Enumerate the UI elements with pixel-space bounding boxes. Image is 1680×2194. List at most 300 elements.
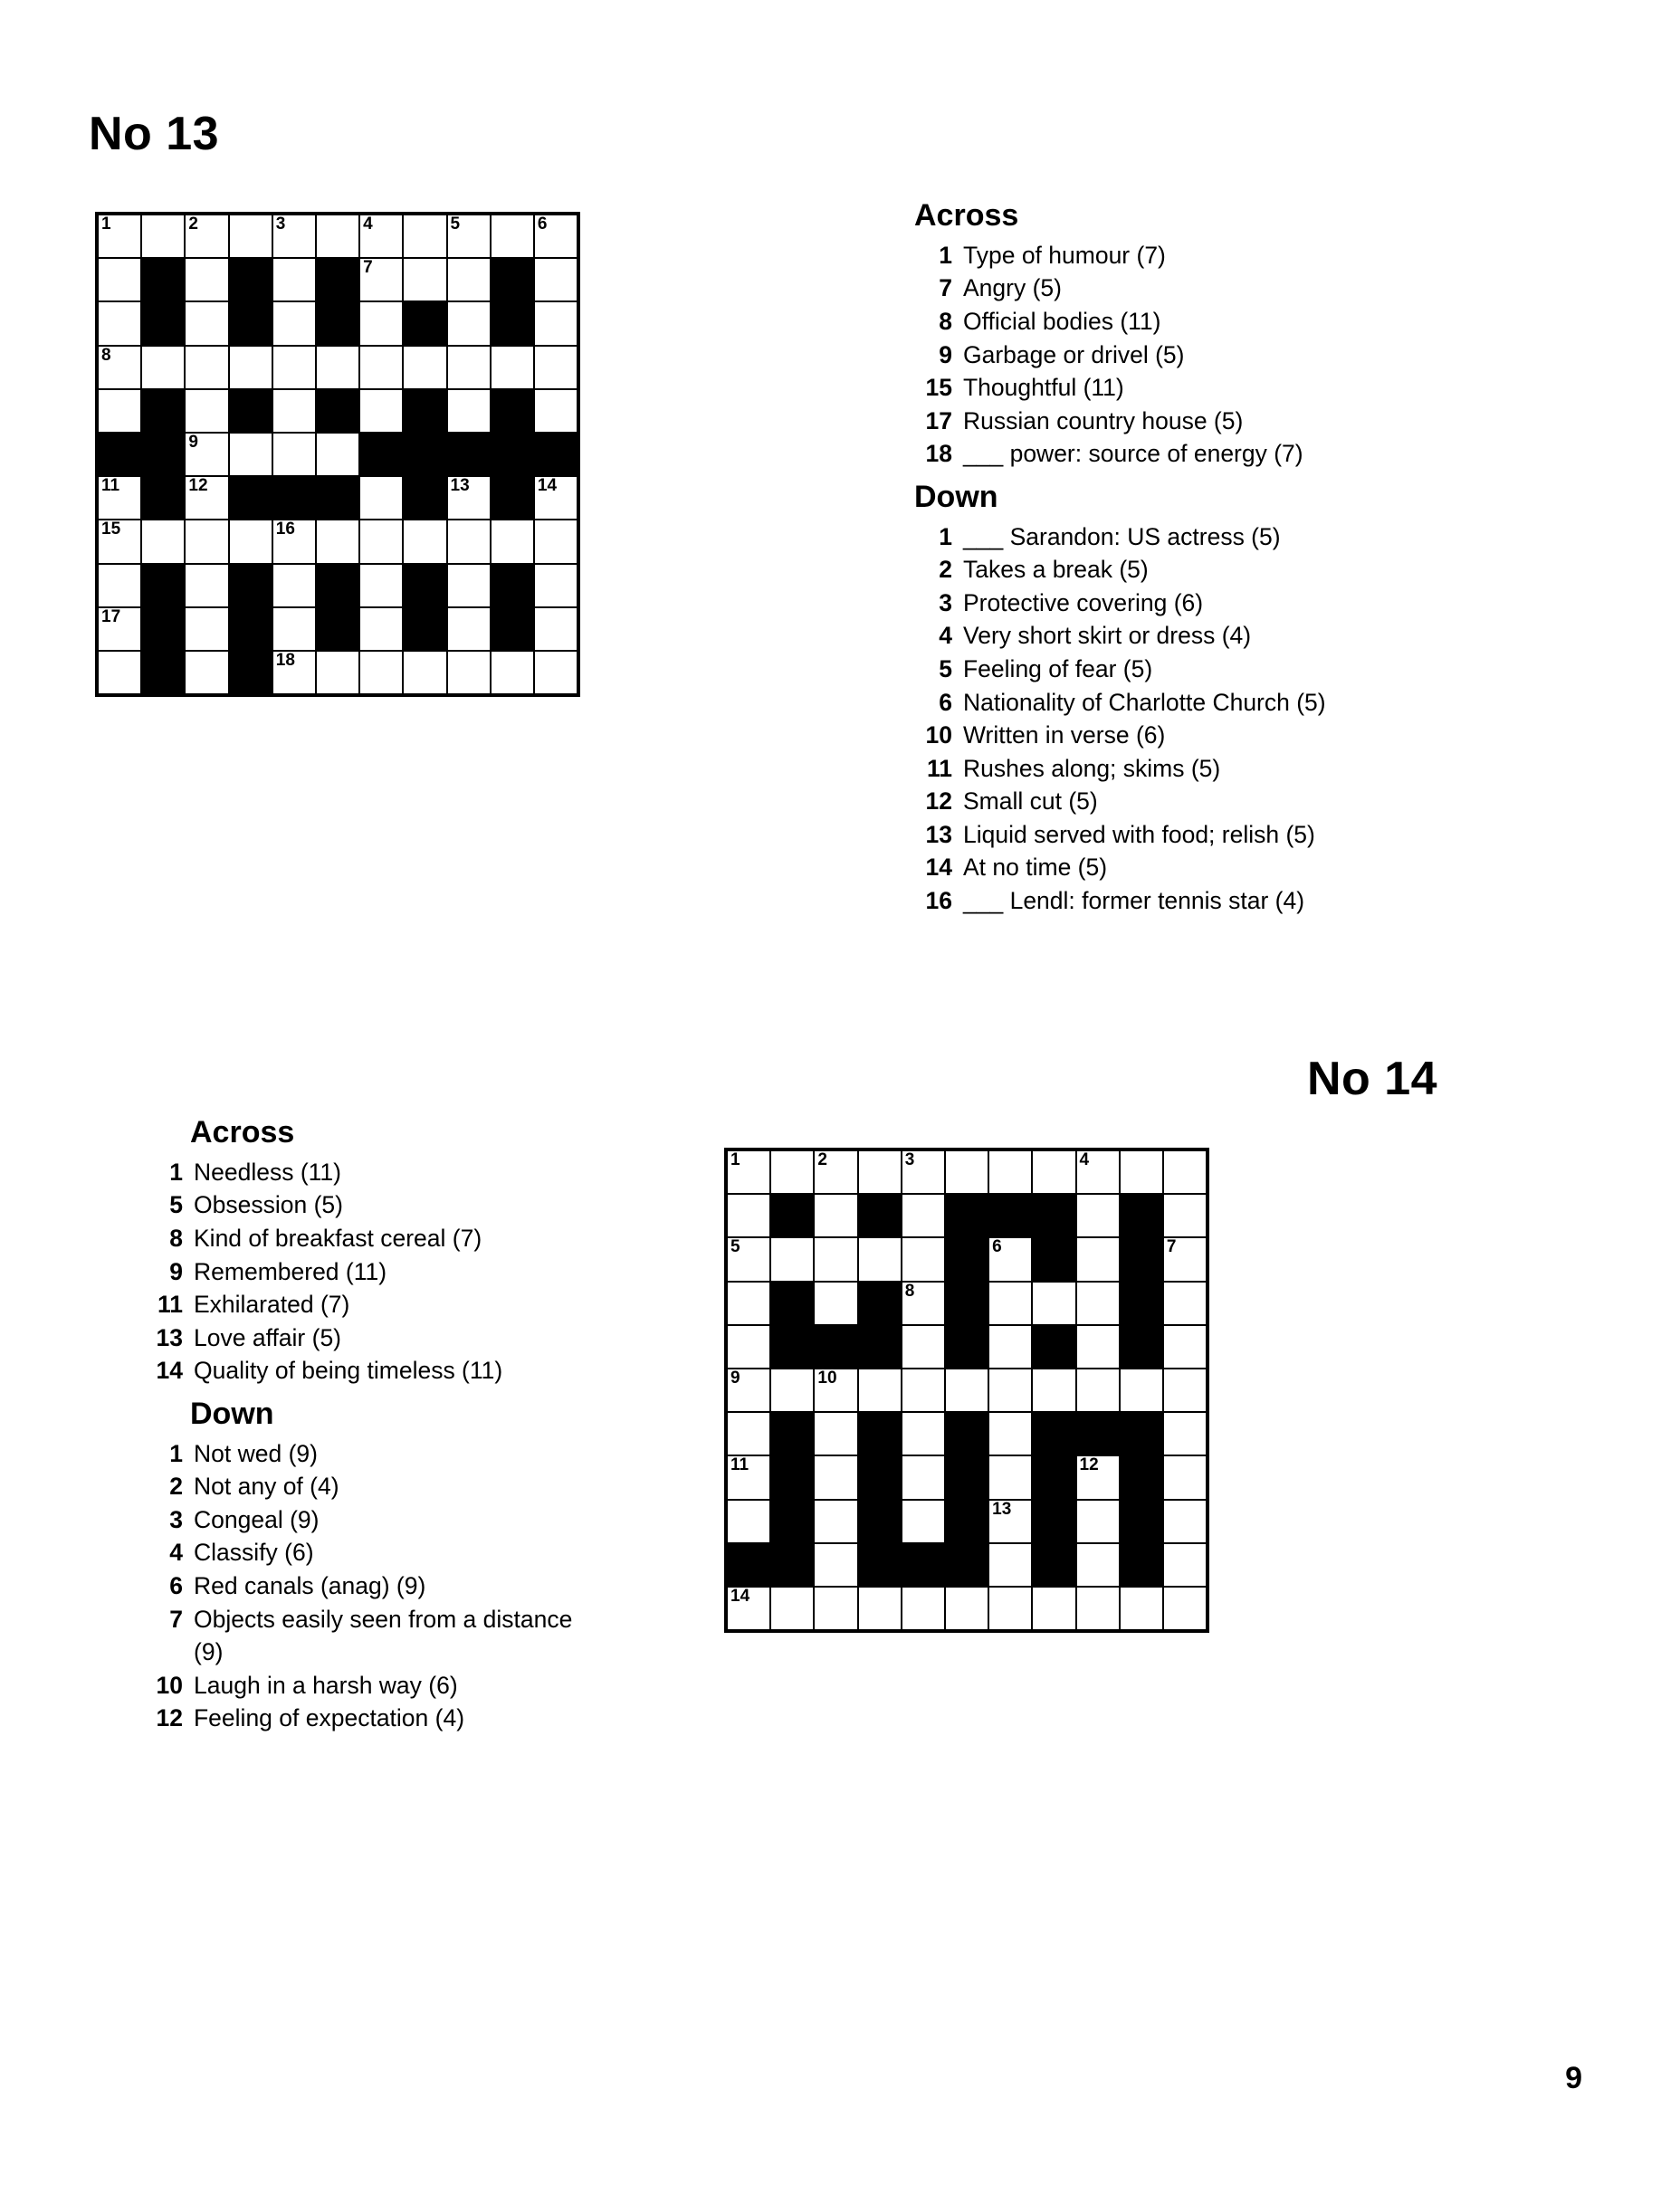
grid-block [316, 301, 359, 345]
grid-cell[interactable] [316, 651, 359, 694]
grid-cell[interactable] [727, 1282, 770, 1325]
grid-cell[interactable] [359, 651, 403, 694]
grid-block [141, 564, 185, 607]
grid-cell[interactable] [491, 651, 534, 694]
grid-cell[interactable] [534, 215, 578, 258]
clue-item [145, 1536, 579, 1569]
grid-cell[interactable] [403, 215, 446, 258]
grid-cell[interactable] [185, 389, 228, 433]
grid-block [141, 607, 185, 651]
puzzle-13-clues [914, 195, 1421, 918]
grid-cell[interactable] [1163, 1194, 1207, 1237]
grid-block [534, 433, 578, 476]
grid-cell[interactable] [447, 301, 491, 345]
clue-number: 1 [169, 1439, 183, 1467]
clue-text: Love affair (5) [194, 1323, 342, 1351]
grid-cell[interactable] [727, 1412, 770, 1455]
grid-block [1120, 1282, 1163, 1325]
clue-text: Quality of being timeless (11) [194, 1357, 503, 1385]
grid-cell[interactable] [770, 1369, 814, 1412]
clue-number: 10 [156, 1671, 183, 1699]
grid-cell[interactable] [1076, 1237, 1120, 1281]
grid-cell[interactable] [272, 301, 316, 345]
grid-block [491, 301, 534, 345]
grid-cell[interactable] [534, 651, 578, 694]
grid-cell[interactable] [945, 1150, 988, 1194]
clue-number: 14 [925, 854, 952, 882]
grid-cell[interactable] [185, 564, 228, 607]
grid-cell[interactable] [185, 607, 228, 651]
grid-block [945, 1237, 988, 1281]
grid-cell[interactable] [98, 607, 141, 651]
grid-block [229, 564, 272, 607]
grid-cell[interactable] [272, 215, 316, 258]
grid-cell[interactable] [770, 1587, 814, 1630]
cell-number: 1 [730, 1150, 740, 1169]
clue-number: 2 [169, 1473, 183, 1501]
grid-cell[interactable] [185, 215, 228, 258]
grid-cell[interactable] [1163, 1369, 1207, 1412]
grid-block [770, 1412, 814, 1455]
grid-block [770, 1325, 814, 1369]
grid-cell[interactable] [988, 1150, 1032, 1194]
grid-cell[interactable] [98, 476, 141, 520]
grid-cell[interactable] [902, 1237, 945, 1281]
grid-cell[interactable] [316, 520, 359, 563]
grid-cell[interactable] [988, 1500, 1032, 1543]
grid-cell[interactable] [814, 1194, 857, 1237]
grid-cell[interactable] [359, 301, 403, 345]
clue-item [914, 653, 1421, 686]
clue-text: Kind of breakfast cereal (7) [194, 1225, 482, 1253]
puzzle-14-clues [145, 1111, 579, 1735]
grid-cell[interactable] [727, 1325, 770, 1369]
clue-number: 4 [939, 622, 952, 650]
cell-number: 12 [188, 476, 208, 496]
grid-cell[interactable] [988, 1325, 1032, 1369]
grid-cell[interactable] [447, 651, 491, 694]
grid-cell[interactable] [858, 1150, 902, 1194]
grid-cell[interactable] [1163, 1543, 1207, 1587]
grid-cell[interactable] [814, 1543, 857, 1587]
grid-cell[interactable] [858, 1237, 902, 1281]
grid-cell[interactable] [902, 1325, 945, 1369]
grid-cell[interactable] [534, 520, 578, 563]
grid-cell[interactable] [359, 607, 403, 651]
cell-number: 3 [275, 215, 286, 234]
clue-text: Russian country house (5) [963, 406, 1244, 434]
grid-cell[interactable] [141, 520, 185, 563]
grid-cell[interactable] [1163, 1237, 1207, 1281]
clue-text: Takes a break (5) [963, 556, 1149, 584]
clue-text: Written in verse (6) [963, 721, 1166, 749]
grid-block [727, 1543, 770, 1587]
clue-item [914, 272, 1421, 305]
grid-block [945, 1282, 988, 1325]
grid-cell[interactable] [1032, 1150, 1075, 1194]
grid-cell[interactable] [902, 1150, 945, 1194]
puzzle-13-grid[interactable] [95, 212, 580, 697]
grid-cell[interactable] [988, 1455, 1032, 1499]
grid-cell[interactable] [988, 1543, 1032, 1587]
grid-block [229, 651, 272, 694]
grid-cell[interactable] [185, 651, 228, 694]
grid-cell[interactable] [1076, 1543, 1120, 1587]
grid-block [1120, 1194, 1163, 1237]
grid-block [229, 258, 272, 301]
puzzle-14-across-heading: Across [190, 1115, 295, 1149]
grid-cell[interactable] [229, 215, 272, 258]
cell-number: 12 [1079, 1455, 1099, 1475]
grid-cell[interactable] [1032, 1587, 1075, 1630]
grid-cell[interactable] [814, 1282, 857, 1325]
cell-number: 1 [101, 215, 111, 234]
grid-cell[interactable] [902, 1587, 945, 1630]
cell-number: 11 [730, 1455, 749, 1475]
cell-number: 10 [817, 1368, 837, 1388]
clue-text: Objects easily seen from a distance (9) [194, 1605, 573, 1666]
grid-cell[interactable] [316, 346, 359, 389]
grid-cell[interactable] [316, 215, 359, 258]
grid-cell[interactable] [814, 1455, 857, 1499]
grid-cell[interactable] [727, 1587, 770, 1630]
grid-cell[interactable] [98, 651, 141, 694]
cell-number: 9 [730, 1368, 740, 1388]
grid-block [858, 1412, 902, 1455]
grid-block [1032, 1500, 1075, 1543]
clue-item [145, 1669, 579, 1703]
grid-cell[interactable] [814, 1369, 857, 1412]
grid-cell[interactable] [185, 258, 228, 301]
grid-cell[interactable] [185, 520, 228, 563]
grid-block [945, 1455, 988, 1499]
puzzle-13-down-list [914, 520, 1421, 918]
grid-block [1120, 1237, 1163, 1281]
grid-block [229, 301, 272, 345]
grid-cell[interactable] [814, 1500, 857, 1543]
grid-cell[interactable] [447, 476, 491, 520]
grid-cell[interactable] [534, 389, 578, 433]
clue-text: Feeling of fear (5) [963, 655, 1153, 682]
clue-item [145, 1321, 579, 1355]
grid-block [1076, 1412, 1120, 1455]
clue-number: 8 [939, 308, 952, 336]
grid-cell[interactable] [272, 520, 316, 563]
grid-block [1032, 1194, 1075, 1237]
grid-cell[interactable] [534, 607, 578, 651]
grid-block [141, 651, 185, 694]
clue-text: ___ power: source of energy (7) [963, 440, 1303, 468]
grid-cell[interactable] [141, 215, 185, 258]
cell-number: 13 [450, 476, 470, 496]
clue-item [914, 305, 1421, 339]
grid-cell[interactable] [272, 346, 316, 389]
grid-cell[interactable] [229, 520, 272, 563]
grid-block [403, 476, 446, 520]
grid-cell[interactable] [185, 346, 228, 389]
clue-item [145, 1503, 579, 1537]
grid-cell[interactable] [272, 433, 316, 476]
grid-block [403, 301, 446, 345]
clue-number: 13 [156, 1323, 183, 1351]
grid-cell[interactable] [491, 346, 534, 389]
grid-cell[interactable] [814, 1150, 857, 1194]
grid-cell[interactable] [98, 520, 141, 563]
grid-cell[interactable] [1163, 1412, 1207, 1455]
grid-cell[interactable] [491, 520, 534, 563]
grid-block [403, 389, 446, 433]
grid-cell[interactable] [814, 1587, 857, 1630]
grid-cell[interactable] [1163, 1455, 1207, 1499]
grid-cell[interactable] [141, 346, 185, 389]
clue-text: ___ Lendl: former tennis star (4) [963, 886, 1305, 914]
cell-number: 5 [730, 1237, 740, 1257]
grid-cell[interactable] [988, 1369, 1032, 1412]
clue-number: 7 [169, 1605, 183, 1633]
grid-block [141, 301, 185, 345]
grid-cell[interactable] [727, 1194, 770, 1237]
grid-cell[interactable] [98, 564, 141, 607]
cell-number: 18 [275, 650, 295, 670]
grid-block [814, 1325, 857, 1369]
grid-cell[interactable] [185, 433, 228, 476]
grid-cell[interactable] [902, 1282, 945, 1325]
grid-cell[interactable] [359, 389, 403, 433]
grid-cell[interactable] [447, 607, 491, 651]
clue-item [145, 1437, 579, 1471]
grid-cell[interactable] [534, 301, 578, 345]
clue-text: Garbage or drivel (5) [963, 340, 1185, 368]
grid-cell[interactable] [534, 258, 578, 301]
clue-item [914, 719, 1421, 752]
grid-cell[interactable] [359, 520, 403, 563]
grid-cell[interactable] [185, 476, 228, 520]
clue-number: 5 [169, 1191, 183, 1219]
grid-cell[interactable] [1076, 1369, 1120, 1412]
grid-cell[interactable] [272, 651, 316, 694]
cell-number: 2 [817, 1150, 827, 1169]
grid-cell[interactable] [359, 258, 403, 301]
clue-number: 17 [925, 406, 952, 434]
grid-block [316, 258, 359, 301]
grid-block [141, 476, 185, 520]
grid-cell[interactable] [359, 564, 403, 607]
cell-number: 17 [101, 606, 121, 626]
grid-cell[interactable] [1076, 1150, 1120, 1194]
grid-cell[interactable] [902, 1500, 945, 1543]
grid-cell[interactable] [1120, 1150, 1163, 1194]
clue-number: 5 [939, 655, 952, 682]
grid-cell[interactable] [1120, 1369, 1163, 1412]
clue-item [145, 1470, 579, 1503]
clue-number: 9 [939, 340, 952, 368]
grid-cell[interactable] [1076, 1587, 1120, 1630]
grid-cell[interactable] [447, 215, 491, 258]
clue-text: Not wed (9) [194, 1439, 318, 1467]
grid-cell[interactable] [272, 389, 316, 433]
clue-number: 6 [939, 688, 952, 716]
grid-cell[interactable] [359, 476, 403, 520]
clue-number: 15 [925, 374, 952, 402]
grid-cell[interactable] [858, 1587, 902, 1630]
grid-cell[interactable] [98, 389, 141, 433]
grid-block [945, 1500, 988, 1543]
grid-cell[interactable] [98, 301, 141, 345]
clue-item [914, 339, 1421, 372]
grid-block [229, 389, 272, 433]
grid-cell[interactable] [491, 215, 534, 258]
grid-block [316, 607, 359, 651]
puzzle-14-down-list [145, 1437, 579, 1735]
grid-cell[interactable] [1163, 1500, 1207, 1543]
grid-cell[interactable] [814, 1237, 857, 1281]
grid-cell[interactable] [988, 1237, 1032, 1281]
grid-block [229, 476, 272, 520]
grid-cell[interactable] [272, 564, 316, 607]
cell-number: 6 [537, 215, 548, 234]
clue-item [914, 752, 1421, 786]
grid-cell[interactable] [316, 433, 359, 476]
grid-block [229, 607, 272, 651]
grid-cell[interactable] [98, 258, 141, 301]
grid-cell[interactable] [1032, 1369, 1075, 1412]
clue-number: 13 [925, 820, 952, 848]
grid-block [770, 1282, 814, 1325]
grid-block [403, 564, 446, 607]
grid-cell[interactable] [185, 301, 228, 345]
clue-item [914, 371, 1421, 405]
clue-number: 12 [925, 787, 952, 816]
grid-block [403, 607, 446, 651]
grid-cell[interactable] [1163, 1150, 1207, 1194]
clue-text: Official bodies (11) [963, 308, 1161, 336]
grid-cell[interactable] [447, 346, 491, 389]
grid-cell[interactable] [98, 215, 141, 258]
grid-cell[interactable] [1076, 1500, 1120, 1543]
grid-cell[interactable] [272, 607, 316, 651]
clue-item [914, 405, 1421, 438]
grid-cell[interactable] [403, 346, 446, 389]
grid-cell[interactable] [1163, 1587, 1207, 1630]
grid-cell[interactable] [988, 1282, 1032, 1325]
puzzle-14-across-list [145, 1156, 579, 1388]
grid-cell[interactable] [359, 346, 403, 389]
grid-cell[interactable] [229, 433, 272, 476]
grid-block [1032, 1455, 1075, 1499]
clue-text: Laugh in a harsh way (6) [194, 1671, 458, 1699]
grid-cell[interactable] [727, 1150, 770, 1194]
grid-cell[interactable] [814, 1412, 857, 1455]
grid-block [945, 1325, 988, 1369]
grid-block [902, 1543, 945, 1587]
grid-cell[interactable] [1076, 1282, 1120, 1325]
clue-number: 12 [156, 1704, 183, 1732]
grid-cell[interactable] [770, 1150, 814, 1194]
clue-item [914, 851, 1421, 884]
cell-number: 4 [1079, 1150, 1090, 1169]
grid-cell[interactable] [1032, 1282, 1075, 1325]
grid-cell[interactable] [988, 1412, 1032, 1455]
cell-number: 13 [992, 1499, 1012, 1519]
grid-cell[interactable] [534, 476, 578, 520]
grid-cell[interactable] [858, 1369, 902, 1412]
clue-number: 14 [156, 1357, 183, 1385]
clue-text: Classify (6) [194, 1539, 314, 1567]
grid-cell[interactable] [272, 258, 316, 301]
puzzle-14-grid[interactable] [724, 1148, 1209, 1633]
grid-block [770, 1194, 814, 1237]
grid-cell[interactable] [727, 1237, 770, 1281]
grid-cell[interactable] [403, 258, 446, 301]
grid-cell[interactable] [1076, 1455, 1120, 1499]
grid-cell[interactable] [1076, 1325, 1120, 1369]
grid-block [1120, 1325, 1163, 1369]
grid-block [858, 1500, 902, 1543]
clue-number: 1 [169, 1158, 183, 1186]
grid-cell[interactable] [902, 1194, 945, 1237]
grid-block [988, 1194, 1032, 1237]
grid-cell[interactable] [534, 346, 578, 389]
puzzle-14-title: No 14 [1307, 1053, 1438, 1105]
grid-cell[interactable] [945, 1587, 988, 1630]
grid-cell[interactable] [902, 1412, 945, 1455]
grid-block [858, 1282, 902, 1325]
grid-cell[interactable] [727, 1455, 770, 1499]
clue-text: Thoughtful (11) [963, 374, 1124, 402]
clue-text: Exhilarated (7) [194, 1291, 350, 1319]
grid-block [491, 476, 534, 520]
grid-cell[interactable] [1163, 1282, 1207, 1325]
grid-cell[interactable] [447, 258, 491, 301]
grid-block [491, 258, 534, 301]
cell-number: 7 [363, 258, 373, 278]
grid-block [403, 433, 446, 476]
grid-cell[interactable] [1163, 1325, 1207, 1369]
clue-item [145, 1702, 579, 1735]
grid-cell[interactable] [229, 346, 272, 389]
grid-cell[interactable] [359, 215, 403, 258]
grid-block [945, 1543, 988, 1587]
clue-text: Angry (5) [963, 274, 1062, 302]
clue-number: 11 [926, 754, 952, 782]
cell-number: 6 [992, 1237, 1002, 1257]
grid-cell[interactable] [945, 1369, 988, 1412]
grid-cell[interactable] [1120, 1587, 1163, 1630]
grid-block [770, 1500, 814, 1543]
clue-text: Liquid served with food; relish (5) [963, 820, 1315, 848]
clue-item [914, 884, 1421, 918]
grid-cell[interactable] [727, 1500, 770, 1543]
grid-cell[interactable] [902, 1369, 945, 1412]
grid-cell[interactable] [98, 346, 141, 389]
grid-block [141, 389, 185, 433]
grid-cell[interactable] [902, 1455, 945, 1499]
grid-cell[interactable] [447, 520, 491, 563]
grid-cell[interactable] [403, 520, 446, 563]
grid-cell[interactable] [1076, 1194, 1120, 1237]
grid-cell[interactable] [447, 389, 491, 433]
grid-cell[interactable] [403, 651, 446, 694]
clue-number: 9 [169, 1257, 183, 1285]
grid-block [858, 1194, 902, 1237]
cell-number: 9 [188, 432, 198, 452]
grid-cell[interactable] [988, 1587, 1032, 1630]
grid-cell[interactable] [447, 564, 491, 607]
clue-item [914, 520, 1421, 554]
grid-cell[interactable] [770, 1237, 814, 1281]
grid-cell[interactable] [534, 564, 578, 607]
grid-cell[interactable] [727, 1369, 770, 1412]
